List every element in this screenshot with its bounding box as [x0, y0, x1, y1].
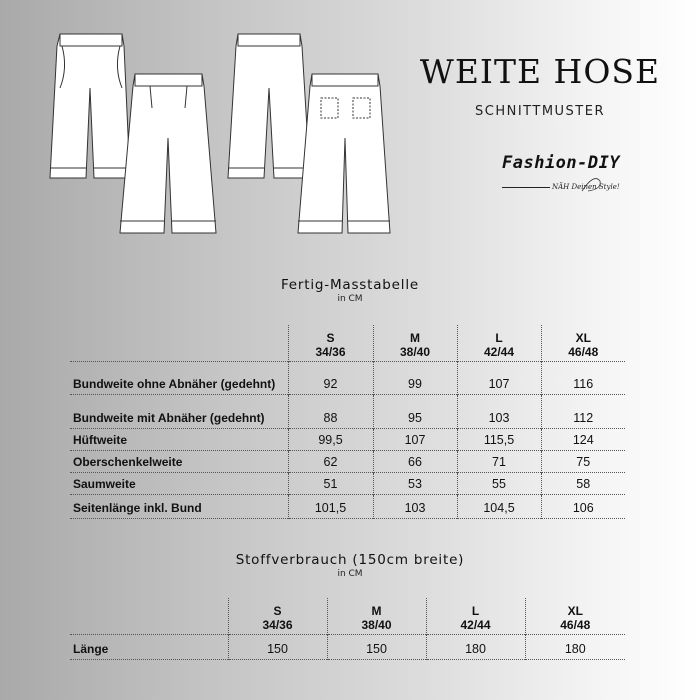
table-cell: 62	[288, 450, 373, 472]
table-cell: 71	[457, 450, 541, 472]
wide-trousers-sketch-icon	[40, 28, 400, 243]
size-column-header: S 34/36	[288, 325, 373, 361]
product-subtitle: SCHNITTMUSTER	[475, 104, 605, 119]
table-cell: 107	[373, 428, 457, 450]
table-cell: 66	[373, 450, 457, 472]
table-cell: 99	[373, 361, 457, 394]
row-label: Saumweite	[73, 476, 136, 491]
size-table	[70, 325, 625, 519]
size-column-header: L 42/44	[457, 325, 541, 361]
table-cell: 150	[327, 634, 426, 659]
row-label: Bundweite mit Abnäher (gedehnt)	[73, 410, 265, 425]
brand-logo	[500, 153, 670, 198]
table-row	[70, 428, 625, 450]
table-cell: 180	[525, 634, 625, 659]
table-cell: 92	[288, 361, 373, 394]
table-cell: 103	[373, 494, 457, 518]
size-column-header: L 42/44	[426, 598, 525, 634]
table-cell: 103	[457, 394, 541, 428]
table-cell: 115,5	[457, 428, 541, 450]
product-title: WEITE HOSE	[419, 52, 661, 91]
table-cell: 150	[228, 634, 327, 659]
size-column-header: M 38/40	[373, 325, 457, 361]
table-cell: 75	[541, 450, 625, 472]
row-label: Seitenlänge inkl. Bund	[73, 500, 202, 515]
size-column-header: XL 46/48	[525, 598, 625, 634]
table-cell: 51	[288, 472, 373, 494]
table-cell: 88	[288, 394, 373, 428]
logo-tagline: NÄH Deinen Style!	[552, 183, 620, 191]
table-cell: 116	[541, 361, 625, 394]
size-column-header: XL 46/48	[541, 325, 625, 361]
logo-name: Fashion-DIY	[502, 153, 621, 173]
size-table-corner	[70, 325, 288, 361]
row-label: Hüftweite	[73, 432, 127, 447]
fabric-table-unit: in CM	[337, 569, 363, 579]
table-cell: 58	[541, 472, 625, 494]
table-cell: 112	[541, 394, 625, 428]
size-table-title: Fertig-Masstabelle	[280, 277, 419, 293]
fabric-table-title: Stoffverbrauch (150cm breite)	[235, 552, 465, 568]
table-row	[70, 450, 625, 472]
fabric-table	[70, 598, 625, 660]
table-row	[70, 472, 625, 494]
table-cell: 55	[457, 472, 541, 494]
table-cell: 99,5	[288, 428, 373, 450]
table-cell: 104,5	[457, 494, 541, 518]
table-cell: 107	[457, 361, 541, 394]
table-cell: 124	[541, 428, 625, 450]
table-row	[70, 494, 625, 518]
row-label: Länge	[73, 641, 109, 656]
table-cell: 95	[373, 394, 457, 428]
size-column-header: M 38/40	[327, 598, 426, 634]
row-label: Bundweite ohne Abnäher (gedehnt)	[73, 376, 276, 391]
table-row	[70, 634, 625, 659]
size-table-unit: in CM	[337, 294, 363, 304]
table-cell: 53	[373, 472, 457, 494]
logo-underline	[502, 187, 550, 188]
table-cell: 106	[541, 494, 625, 518]
table-cell: 101,5	[288, 494, 373, 518]
table-cell: 180	[426, 634, 525, 659]
fabric-table-corner	[70, 598, 228, 634]
table-row	[70, 361, 625, 394]
row-label: Oberschenkelweite	[73, 454, 183, 469]
table-row	[70, 394, 625, 428]
size-column-header: S 34/36	[228, 598, 327, 634]
